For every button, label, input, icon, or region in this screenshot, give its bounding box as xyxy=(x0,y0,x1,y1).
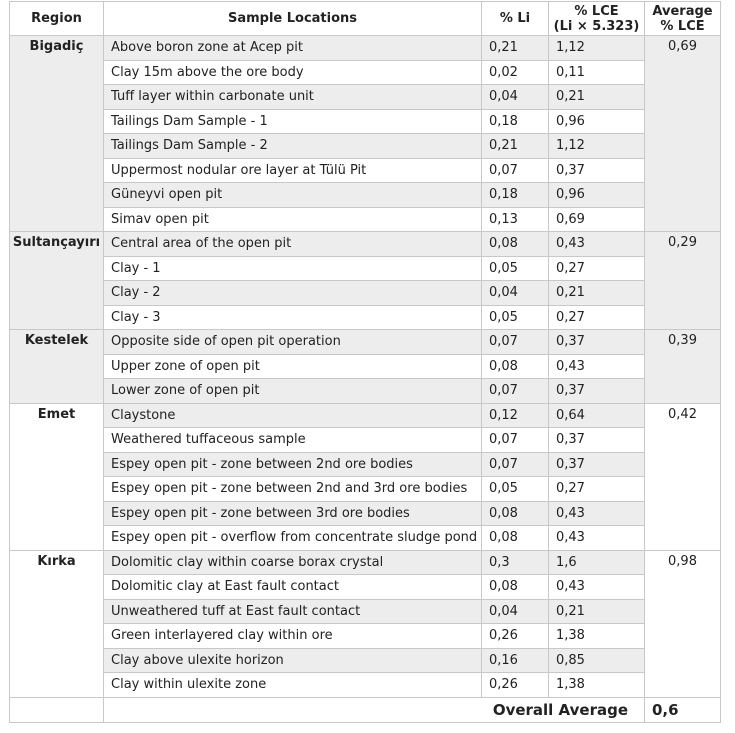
li-percent-cell: 0,05 xyxy=(482,256,549,281)
table-body xyxy=(10,36,721,698)
li-percent-cell: 0,21 xyxy=(482,36,549,61)
header-lce-percent xyxy=(549,2,645,36)
overall-average-row xyxy=(10,697,721,722)
li-percent-cell: 0,3 xyxy=(482,550,549,575)
table-row xyxy=(10,648,721,673)
table-row xyxy=(10,599,721,624)
sample-location-cell: Clay within ulexite zone xyxy=(104,673,482,698)
li-percent-cell: 0,21 xyxy=(482,134,549,159)
header-avg-line2: % LCE xyxy=(660,18,705,34)
sample-location-cell: Claystone xyxy=(104,403,482,428)
li-percent-cell: 0,04 xyxy=(482,599,549,624)
lce-percent-cell: 1,38 xyxy=(549,624,645,649)
sample-location-cell: Tailings Dam Sample - 2 xyxy=(104,134,482,159)
region-cell: Sultançayırı xyxy=(10,232,104,330)
lce-percent-cell: 0,21 xyxy=(549,85,645,110)
lce-percent-cell: 0,43 xyxy=(549,526,645,551)
table-row xyxy=(10,183,721,208)
li-percent-cell: 0,08 xyxy=(482,354,549,379)
lce-percent-cell: 0,85 xyxy=(549,648,645,673)
sample-location-cell: Upper zone of open pit xyxy=(104,354,482,379)
sample-location-cell: Clay - 3 xyxy=(104,305,482,330)
table-row xyxy=(10,624,721,649)
sample-location-cell: Green interlayered clay within ore xyxy=(104,624,482,649)
table-row xyxy=(10,550,721,575)
sample-location-cell: Central area of the open pit xyxy=(104,232,482,257)
lce-percent-cell: 0,21 xyxy=(549,599,645,624)
region-cell: Bigadiç xyxy=(10,36,104,232)
table-row xyxy=(10,158,721,183)
li-percent-cell: 0,05 xyxy=(482,305,549,330)
li-percent-cell: 0,08 xyxy=(482,501,549,526)
lce-percent-cell: 0,64 xyxy=(549,403,645,428)
lce-percent-cell: 0,37 xyxy=(549,428,645,453)
li-percent-cell: 0,26 xyxy=(482,624,549,649)
li-percent-cell: 0,07 xyxy=(482,379,549,404)
table-row xyxy=(10,379,721,404)
table-row xyxy=(10,452,721,477)
lce-percent-cell: 1,38 xyxy=(549,673,645,698)
header-lce-line2: (Li × 5.323) xyxy=(553,18,640,34)
table-row xyxy=(10,330,721,355)
header-li-percent: % Li xyxy=(482,2,549,36)
table-row xyxy=(10,305,721,330)
header-region: Region xyxy=(10,2,104,36)
sample-location-cell: Espey open pit - zone between 2nd ore bodies xyxy=(104,452,482,477)
overall-empty-cell xyxy=(10,697,104,722)
lce-percent-cell: 0,43 xyxy=(549,354,645,379)
lce-percent-cell: 1,6 xyxy=(549,550,645,575)
table-row xyxy=(10,477,721,502)
lce-percent-cell: 1,12 xyxy=(549,36,645,61)
li-percent-cell: 0,04 xyxy=(482,85,549,110)
li-percent-cell: 0,05 xyxy=(482,477,549,502)
lce-percent-cell: 0,96 xyxy=(549,183,645,208)
header-avg-line1: Average xyxy=(652,3,713,19)
li-percent-cell: 0,18 xyxy=(482,109,549,134)
sample-location-cell: Unweathered tuff at East fault contact xyxy=(104,599,482,624)
sample-location-cell: Simav open pit xyxy=(104,207,482,232)
li-percent-cell: 0,02 xyxy=(482,60,549,85)
li-percent-cell: 0,04 xyxy=(482,281,549,306)
table-row xyxy=(10,428,721,453)
table-row xyxy=(10,36,721,61)
lce-percent-cell: 0,27 xyxy=(549,305,645,330)
li-percent-cell: 0,07 xyxy=(482,428,549,453)
table-row xyxy=(10,354,721,379)
lce-percent-cell: 0,37 xyxy=(549,330,645,355)
li-percent-cell: 0,16 xyxy=(482,648,549,673)
average-lce-cell: 0,42 xyxy=(645,403,721,550)
table-row xyxy=(10,403,721,428)
sample-location-cell: Espey open pit - zone between 2nd and 3rd ore bodies xyxy=(104,477,482,502)
lithium-samples-table xyxy=(9,1,721,723)
lce-percent-cell: 0,27 xyxy=(549,477,645,502)
region-cell: Emet xyxy=(10,403,104,550)
table-row xyxy=(10,60,721,85)
sample-location-cell: Weathered tuffaceous sample xyxy=(104,428,482,453)
sample-location-cell: Opposite side of open pit operation xyxy=(104,330,482,355)
lce-percent-cell: 0,37 xyxy=(549,379,645,404)
li-percent-cell: 0,12 xyxy=(482,403,549,428)
sample-location-cell: Above boron zone at Acep pit xyxy=(104,36,482,61)
lce-percent-cell: 0,96 xyxy=(549,109,645,134)
sample-location-cell: Clay above ulexite horizon xyxy=(104,648,482,673)
table-row xyxy=(10,256,721,281)
region-cell: Kestelek xyxy=(10,330,104,404)
sample-location-cell: Tailings Dam Sample - 1 xyxy=(104,109,482,134)
sample-location-cell: Dolomitic clay within coarse borax crystal xyxy=(104,550,482,575)
header-lce-line1: % LCE xyxy=(574,3,619,19)
lce-percent-cell: 0,69 xyxy=(549,207,645,232)
li-percent-cell: 0,08 xyxy=(482,575,549,600)
average-lce-cell: 0,69 xyxy=(645,36,721,232)
lce-percent-cell: 0,21 xyxy=(549,281,645,306)
lce-percent-cell: 0,11 xyxy=(549,60,645,85)
table-row xyxy=(10,281,721,306)
table-row xyxy=(10,575,721,600)
table-row xyxy=(10,134,721,159)
li-percent-cell: 0,08 xyxy=(482,232,549,257)
lithium-table-container xyxy=(9,1,720,723)
sample-location-cell: Uppermost nodular ore layer at Tülü Pit xyxy=(104,158,482,183)
li-percent-cell: 0,07 xyxy=(482,330,549,355)
table-row xyxy=(10,673,721,698)
lce-percent-cell: 0,43 xyxy=(549,232,645,257)
sample-location-cell: Lower zone of open pit xyxy=(104,379,482,404)
average-lce-cell: 0,29 xyxy=(645,232,721,330)
average-lce-cell: 0,39 xyxy=(645,330,721,404)
li-percent-cell: 0,18 xyxy=(482,183,549,208)
region-cell: Kırka xyxy=(10,550,104,697)
table-row xyxy=(10,207,721,232)
overall-average-value: 0,6 xyxy=(645,697,721,722)
header-row xyxy=(10,2,721,36)
table-row xyxy=(10,109,721,134)
table-row xyxy=(10,501,721,526)
sample-location-cell: Tuff layer within carbonate unit xyxy=(104,85,482,110)
sample-location-cell: Espey open pit - zone between 3rd ore bodies xyxy=(104,501,482,526)
li-percent-cell: 0,08 xyxy=(482,526,549,551)
sample-location-cell: Clay 15m above the ore body xyxy=(104,60,482,85)
lce-percent-cell: 0,37 xyxy=(549,452,645,477)
lce-percent-cell: 0,37 xyxy=(549,158,645,183)
overall-average-label: Overall Average xyxy=(104,697,645,722)
sample-location-cell: Clay - 2 xyxy=(104,281,482,306)
li-percent-cell: 0,13 xyxy=(482,207,549,232)
average-lce-cell: 0,98 xyxy=(645,550,721,697)
li-percent-cell: 0,07 xyxy=(482,452,549,477)
sample-location-cell: Güneyvi open pit xyxy=(104,183,482,208)
table-row xyxy=(10,232,721,257)
table-row xyxy=(10,526,721,551)
sample-location-cell: Espey open pit - overflow from concentrate sludge pond xyxy=(104,526,482,551)
sample-location-cell: Dolomitic clay at East fault contact xyxy=(104,575,482,600)
li-percent-cell: 0,07 xyxy=(482,158,549,183)
table-row xyxy=(10,85,721,110)
li-percent-cell: 0,26 xyxy=(482,673,549,698)
lce-percent-cell: 1,12 xyxy=(549,134,645,159)
lce-percent-cell: 0,43 xyxy=(549,501,645,526)
sample-location-cell: Clay - 1 xyxy=(104,256,482,281)
lce-percent-cell: 0,27 xyxy=(549,256,645,281)
header-average-lce xyxy=(645,2,721,36)
lce-percent-cell: 0,43 xyxy=(549,575,645,600)
header-sample-locations: Sample Locations xyxy=(104,2,482,36)
